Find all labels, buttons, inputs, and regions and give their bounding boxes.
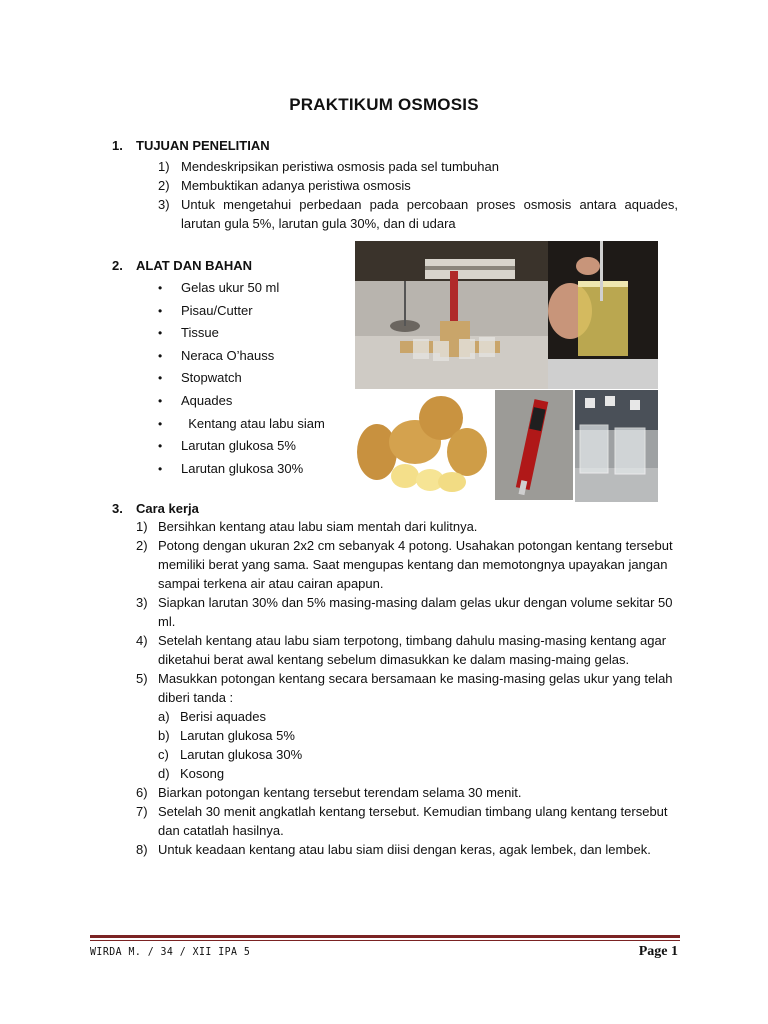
step-item: 2) Potong dengan ukuran 2x2 cm sebanyak 4 potong. Usahakan potongan kentang tersebut memiliki berat yang sama. Saat mengupas kentang dan memotongnya upayakan jangan sampai terkena air atau cairan apapun. <box>136 538 673 591</box>
photo-beaker-solution <box>548 241 658 389</box>
photo-potatoes <box>355 392 490 500</box>
photo-cutter <box>495 390 573 500</box>
cara-kerja-steps <box>136 517 681 859</box>
bullet-icon: • <box>158 461 163 476</box>
section-title: ALAT DAN BAHAN <box>136 258 253 273</box>
tujuan-list <box>158 157 678 233</box>
step-item: 7) Setelah 30 menit angkatlah kentang tersebut. Kemudian timbang ulang kentang tersebut dan catatlah hasilnya. <box>136 804 668 838</box>
list-item: • Larutan glukosa 5% <box>158 435 325 458</box>
section-title: TUJUAN PENELITIAN <box>136 138 270 153</box>
substep-item: d) Kosong <box>158 766 225 781</box>
step-sublist <box>158 707 681 783</box>
list-item: • Aquades <box>158 390 325 413</box>
section-number: 2. <box>112 258 123 273</box>
bullet-icon: • <box>158 326 163 341</box>
bullet-icon: • <box>158 303 163 318</box>
list-item: • Larutan glukosa 30% <box>158 458 325 481</box>
list-item: 3) Untuk mengetahui perbedaan pada percobaan proses osmosis antara aquades, larutan gula 5%, larutan gula 30%, dan di udara <box>158 197 678 231</box>
footer-rule-thick <box>90 935 680 938</box>
photo-beakers <box>575 390 658 502</box>
list-item: • Tissue <box>158 322 325 345</box>
section-number: 3. <box>112 501 123 516</box>
list-item: 2) Membuktikan adanya peristiwa osmosis <box>158 178 411 193</box>
substep-item: b) Larutan glukosa 5% <box>158 728 295 743</box>
step-item: 4) Setelah kentang atau labu siam terpotong, timbang dahulu masing-masing kentang agar diketahui berat awal kentang sebelum dimasukkan ke dalam masing-maing gelas. <box>136 633 667 667</box>
bullet-icon: • <box>158 348 163 363</box>
bullet-icon: • <box>158 371 163 386</box>
section-number: 1. <box>112 138 123 153</box>
step-item: 1) Bersihkan kentang atau labu siam mentah dari kulitnya. <box>136 519 478 534</box>
photo-balance-scale <box>355 241 548 389</box>
bullet-icon: • <box>158 393 163 408</box>
footer-author: WIRDA M. / 34 / XII IPA 5 <box>90 945 251 958</box>
substep-item: c) Larutan glukosa 30% <box>158 747 303 762</box>
list-item: • Neraca O’hauss <box>158 345 325 368</box>
section-2-heading <box>112 258 252 273</box>
page-title: PRAKTIKUM OSMOSIS <box>289 95 479 114</box>
section-title: Cara kerja <box>136 501 199 516</box>
list-item: • Gelas ukur 50 ml <box>158 277 325 300</box>
list-item: • Kentang atau labu siam <box>158 413 325 436</box>
step-item: 8) Untuk keadaan kentang atau labu siam diisi dengan keras, agak lembek, dan lembek. <box>136 842 651 857</box>
step-item: 5) Masukkan potongan kentang secara bersamaan ke masing-masing gelas ukur yang telah diberi tanda : a) Berisi aquades b) Larutan glukosa 5% c) Larutan glukosa 30% d) Kosong <box>136 669 681 783</box>
alat-list <box>158 277 325 480</box>
page-number: Page 1 <box>638 944 678 959</box>
section-3-heading <box>112 501 199 516</box>
section-1-heading <box>112 138 270 153</box>
list-item: • Stopwatch <box>158 367 325 390</box>
step-item: 6) Biarkan potongan kentang tersebut terendam selama 30 menit. <box>136 785 522 800</box>
bullet-icon: • <box>158 439 163 454</box>
step-item: 3) Siapkan larutan 30% dan 5% masing-masing dalam gelas ukur dengan volume sekitar 50 ml. <box>136 595 673 629</box>
list-item: 1) Mendeskripsikan peristiwa osmosis pada sel tumbuhan <box>158 159 499 174</box>
bullet-icon: • <box>158 416 163 431</box>
bullet-icon: • <box>158 281 163 295</box>
footer-rule-thin <box>90 940 680 941</box>
list-item: • Pisau/Cutter <box>158 300 325 323</box>
substep-item: a) Berisi aquades <box>158 709 266 724</box>
